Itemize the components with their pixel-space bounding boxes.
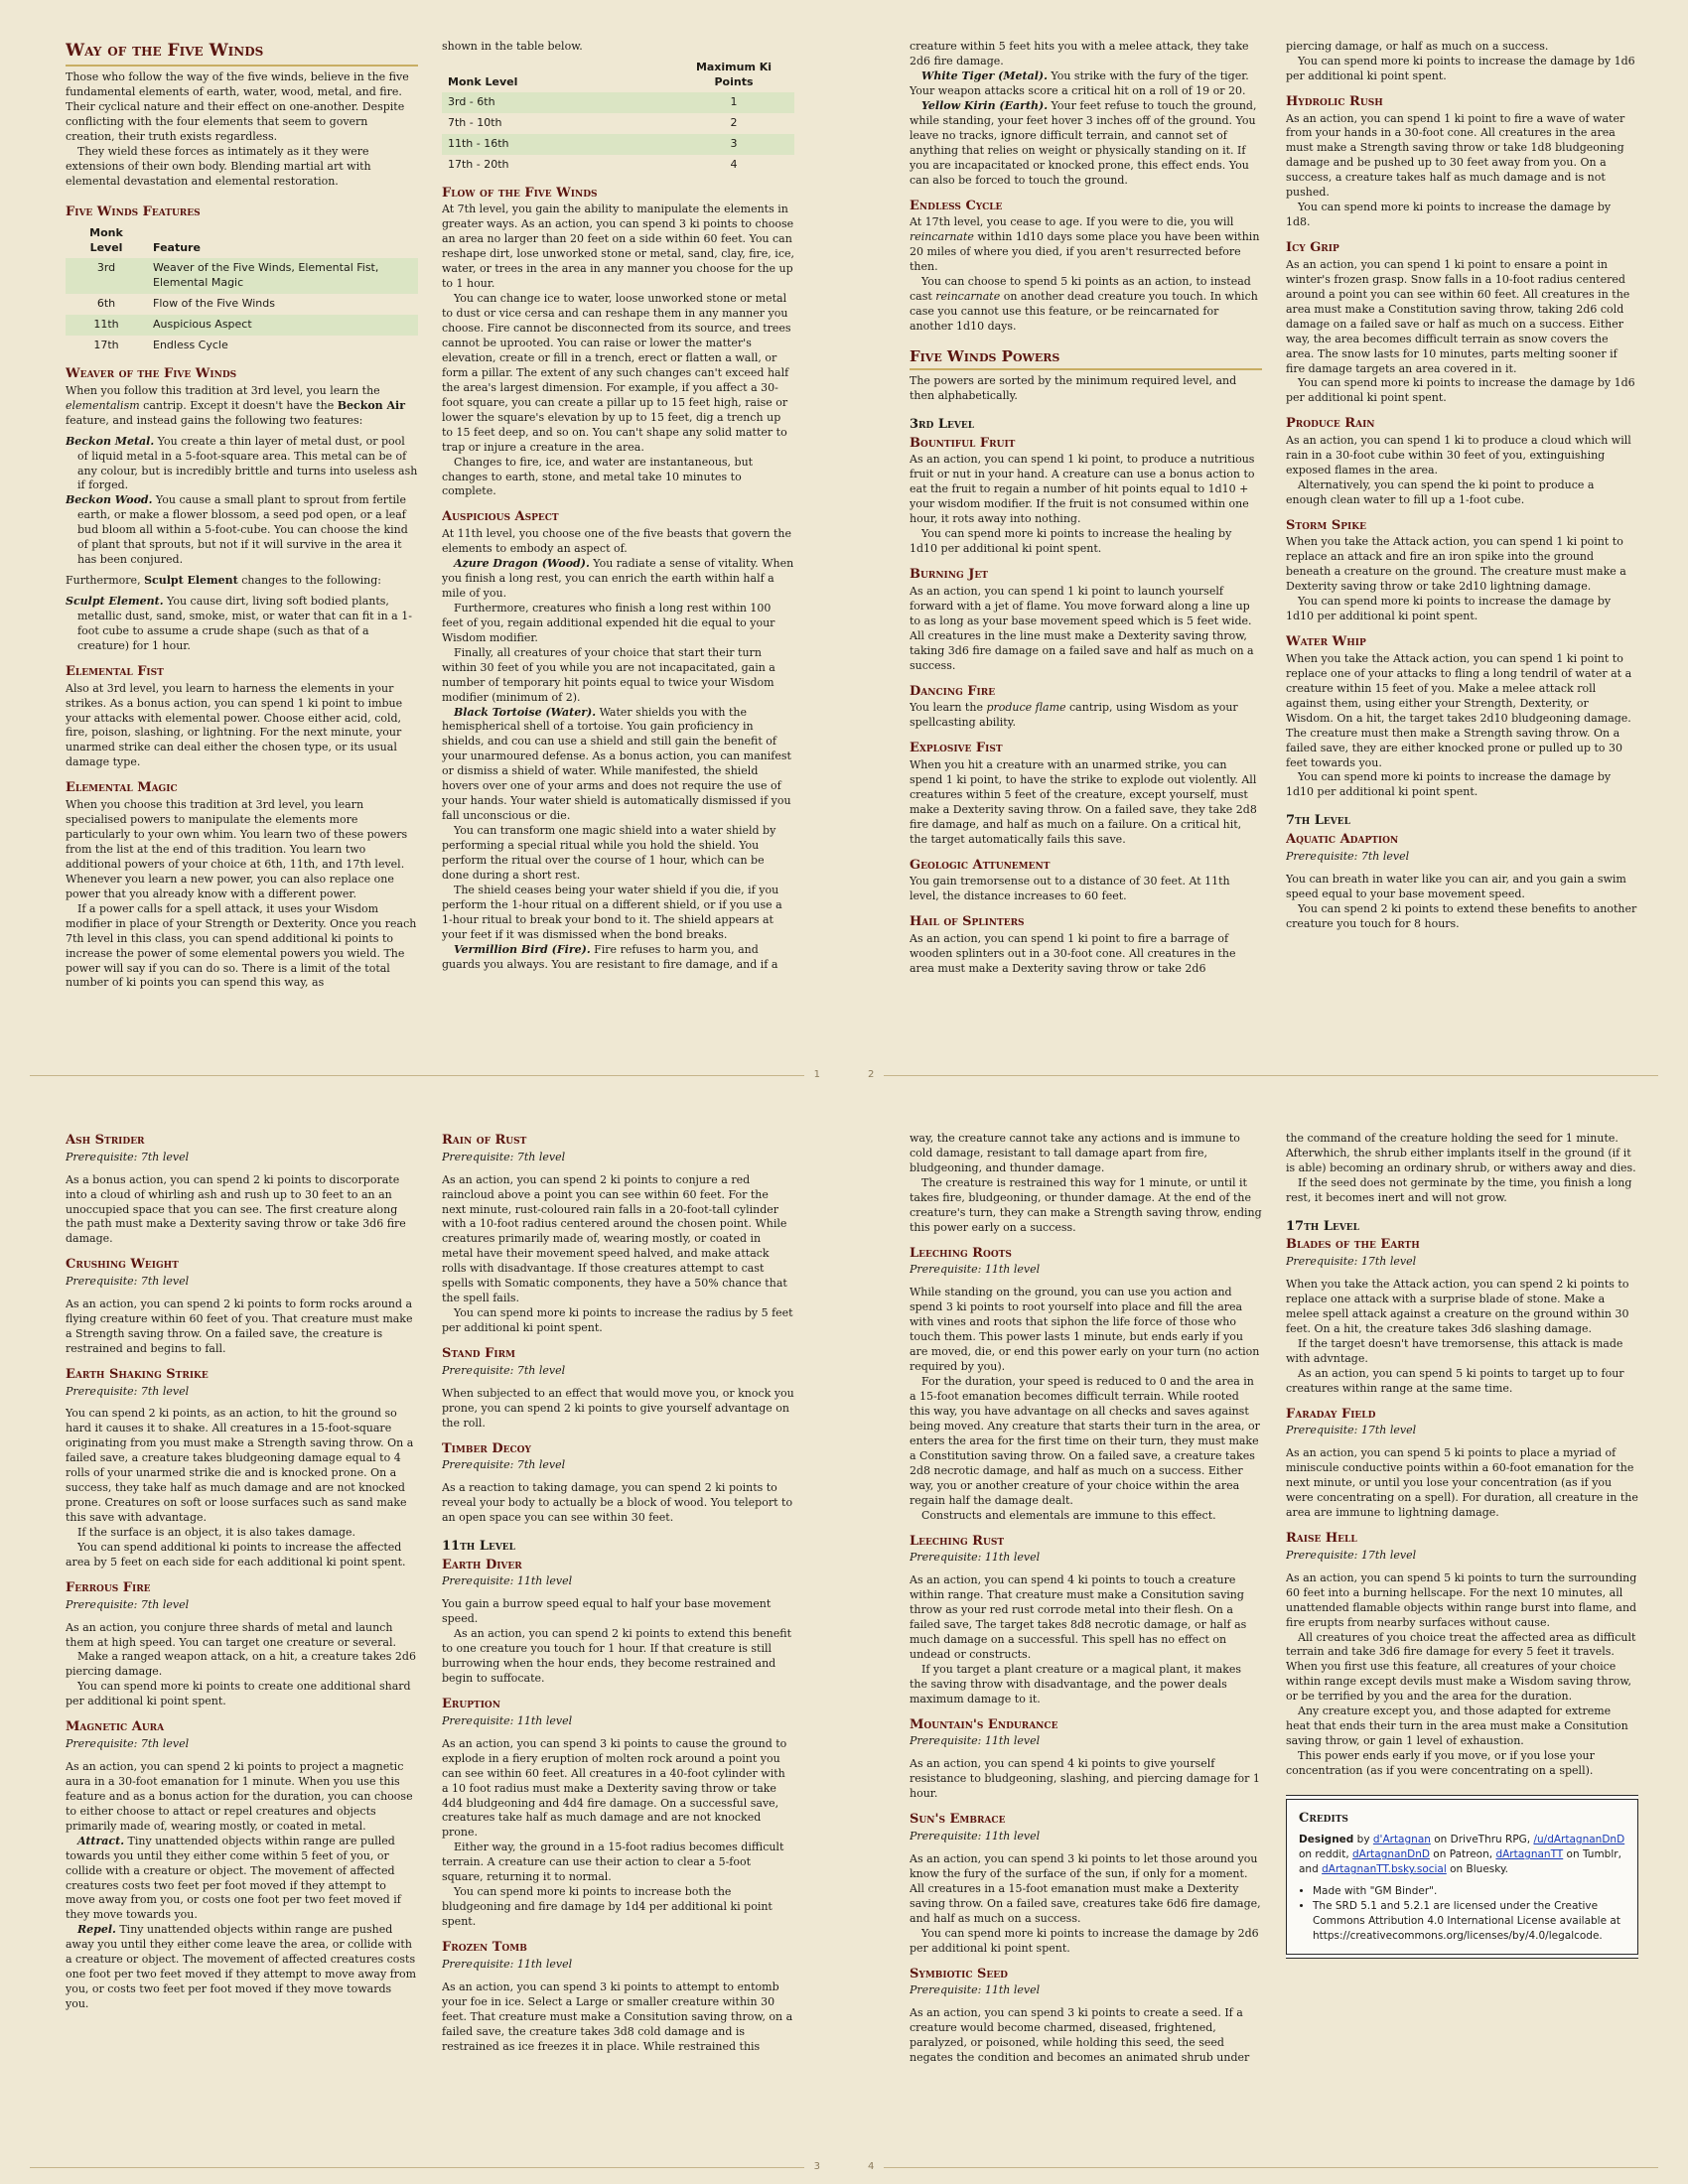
paragraph: When subjected to an effect that would move you, or knock you prone, you can spend 2 ki points to give yourself advantage on the roll. [442,1386,794,1430]
credits-box [1286,1799,1638,1955]
text: You create a thin layer of metal dust, or pool of liquid metal in a 5-foot-square area. This metal can be of any colour, but is incredibly brittle and turns into useless ash if forged. [77,434,418,492]
paragraph: As an action, you can spend 5 ki points to target up to four creatures within range at the same time. [1286,1366,1624,1395]
paragraph: You can spend additional ki points to increase the affected area by 5 feet on each side for each additional ki point spent. [66,1541,406,1569]
page-number: 1 [813,1069,820,1080]
prerequisite: Prerequisite: 11th level [442,1574,573,1588]
heading-blades-of-the-earth: Blades of the Earth [1286,1237,1420,1253]
prerequisite: Prerequisite: 11th level [910,1829,1041,1843]
label: White Tiger (Metal). [921,68,1048,82]
paragraph: You can spend more ki points to increase the healing by 1d10 per additional ki point spent. [910,527,1232,556]
yellow-kirin [910,99,1262,189]
intro-paragraph: They wield these forces as intimately as it they were extensions of their own body. Blending martial art with elemental devastation and elemental restoration. [66,144,371,188]
paragraph: The powers are sorted by the minimum required level, and then alphabetically. [910,374,1237,403]
heading-geologic-attunement: Geologic Attunement [910,857,1051,873]
paragraph: Constructs and elementals are immune to this effect. [921,1508,1216,1522]
table-cell: 3rd [66,258,147,294]
list-item: • Made with "GM Binder". [1313,1884,1625,1899]
paragraph: When you take the Attack action, you can spend 2 ki points to replace one attack with a surprise blade of stone. Make a melee spell attack against a creature on the ground within 30 feet. On a hit, the creature takes 3d6 slashing damage. [1286,1278,1629,1335]
paragraph: Furthermore, creatures who finish a long rest within 100 feet of you, regain additional expended hit die equal to your Wisdom modifier. [442,601,775,644]
paragraph: You can spend 2 ki points to extend these benefits to another creature you touch for 8 hours. [1286,901,1637,930]
paragraph: This power ends early if you move, or if you lose your concentration (as if you were concentrating on a spell). [1286,1749,1595,1778]
footer-rule [884,1075,1658,1076]
ki-header-max: Maximum Ki Points [695,60,773,88]
attract-option [66,1835,418,1924]
heading-storm-spike: Storm Spike [1286,517,1366,533]
text: on reddit, [1299,1848,1353,1861]
paragraph: As an action, you conjure three shards of metal and launch them at high speed. You can target one creature or several. [66,1620,396,1649]
heading-stand-firm: Stand Firm [442,1346,516,1362]
text: cantrip, using Wisdom as your spellcasting ability. [910,701,1238,730]
prerequisite: Prerequisite: 11th level [910,1734,1041,1748]
paragraph: You can spend more ki points to increase the damage by 1d10 per additional ki point spent. [1286,595,1612,623]
bluesky-link[interactable]: dArtagnanTT.bsky.social [1322,1863,1447,1876]
page-4-column-2 [1286,1132,1638,2124]
paragraph: Make a ranged weapon attack, on a hit, a creature takes 2d6 piercing damage. [66,1650,416,1679]
paragraph: When you choose this tradition at 3rd level, you learn specialised powers to manipulate the elements more particularly to your own whim. You learn two of these powers from the list at the end of this tradition. You learn two additional powers of your choice at 6th, 11th, and 17th level. Whenever you learn a new power, you can also replace one power that you already know with a different power. [66,798,408,900]
features-table-title: Five Winds Features [66,204,201,219]
text: When you follow this tradition at 3rd level, you learn the [66,383,380,397]
paragraph: Finally, all creatures of your choice that start their turn within 30 feet of you while you are not incapacitated, gain a number of temporary hit points equal to twice your Wisdom modifier (minimum of 2). [442,645,775,704]
heading-icy-grip: Icy Grip [1286,240,1339,256]
prerequisite: Prerequisite: 7th level [442,1363,566,1377]
label: Yellow Kirin (Earth). [921,98,1049,112]
paragraph: At 7th level, you gain the ability to manipulate the elements in greater ways. As an action, you can spend 3 ki points to choose an area no larger than 20 feet on a side within 60 feet. You can reshape dirt, lose unworked stone or metal, sand, clay, fire, ice, water, or trees in the area in any manner you choose for the up to 1 hour. [442,203,794,291]
features-table [66,224,418,356]
paragraph: As an action, you can spend 4 ki points to touch a creature within range. That creature must make a Consitution saving throw as your red rust corrode metal into their flesh. On a failed save, The target takes 8d8 necrotic damage, or half as much damage on a successful. This spell has no effect on undead or constructs. [910,1573,1247,1661]
paragraph: If a power calls for a spell attack, it uses your Wisdom modifier in place of your Strength or Dexterity. Once you reach 7th level in this class, you can spend additional ki points to increase the power of some elemental powers you wield. The power will say if you can do so. There is a limit of the total number of ki points you can spend this way, as [66,901,417,990]
text: You strike with the fury of the tiger. Your weapon attacks score a critical hit on a roll of 19 or 20. [910,68,1249,97]
page-3-column-2 [442,1132,794,2124]
paragraph: As an action, you can spend 3 ki points to cause the ground to explode in a fiery eruption of molten rock around a point you can see within 60 feet. All creatures in a 40-foot cylinder with a 10 foot radius must make a Dexterity saving throw or take 4d4 bludgeoning and 4d4 fire damage. On a successful save, creatures take half as much damage and are not knocked prone. [442,1736,787,1840]
label: Vermillion Bird (Fire). [454,942,591,956]
text: Tiny unattended objects within range are pushed away you until they either come leave the area, or collide with a creature or object. The movement of affected creatures costs one foot per two feet moved if they attempt to move away from you, or costs two feet per foot moved if they move towards you. [66,1923,417,2011]
paragraph: You can spend more ki points to increase the damage by 1d10 per additional ki point spent. [1286,770,1612,799]
text: Fire refuses to harm you, and guards you always. You are resistant to fire damage, and if a [442,942,778,971]
heading-rain-of-rust: Rain of Rust [442,1133,527,1148]
ki-header-level: Monk Level [448,74,518,88]
feature-name: Sculpt Element [144,574,238,588]
spell-name: produce flame [986,701,1066,715]
weaver-intro [66,384,418,429]
paragraph: the command of the creature holding the seed for 1 minute. Afterwhich, the shrub either implants itself in the ground (if it is able) becoming an ordinary shrub, or withers away and dies. [1286,1132,1636,1174]
beckon-metal [66,435,418,494]
paragraph: The creature is restrained this way for 1 minute, or until it takes fire, bludgeoning, or thunder damage. At the end of the creature's turn, they can make a Strength saving throw, ending this power early on a success. [910,1175,1262,1234]
table-row [442,113,794,134]
black-tortoise [442,706,794,825]
features-header-feature: Feature [153,241,201,255]
label: Attract. [77,1834,125,1847]
heading-endless-cycle: Endless Cycle [910,198,1003,213]
text: Furthermore, [66,574,145,588]
paragraph: Alternatively, you can spend the ki point to produce a enough clean water to fill up a 1-foot cube. [1286,478,1595,506]
footer-rule [30,1075,804,1076]
paragraph: As an action, you can spend 2 ki points to conjure a red raincloud above a point you can see within 60 feet. For the next minute, rust-coloured rain falls in a 20-foot-tall cylinder with a 10-foot radius centered around the chosen point. While creatures primarily made of, wearing mostly, or coated in metal have their movement speed halved, and make attack rolls with disadvantage. If those creatures attempt to cast spells with Somatic components, they have a 50% chance that the spell fails. [442,1172,787,1305]
text: You radiate a sense of vitality. When you finish a long rest, you can enrich the earth within half a mile of you. [442,556,794,600]
heading-symbiotic-seed: Symbiotic Seed [910,1966,1008,1981]
text: on DriveThru RPG, [1430,1833,1534,1845]
table-row [66,294,418,315]
footer-rule [884,2167,1658,2168]
text: You learn the [910,701,987,715]
page-1-column-1 [66,40,418,1032]
text: Water shields you with the hemispherical shell of a tortoise. You gain proficiency in shields, and cou can use a shield and still gain the benefit of your unarmoured defense. As a bonus action, you can manifest or dismiss a shield of water. While manifested, the shield hovers over one of your arms and does not require the use of your hands. Your water shield is automatically dismissed if you fall unconscious or die. [442,705,791,823]
table-row [442,92,794,113]
table-cell: 11th - 16th [442,134,673,155]
paragraph: As an action, you can spend 5 ki points to place a myriad of miniscule conductive points within a 60-foot emanation for the next minute, or until you lose your concentration (as if you were concentrating on a spell). For duration, all creature in the area are immune to lightning damage. [1286,1446,1638,1520]
paragraph: You gain a burrow speed equal to half your base movement speed. [442,1597,772,1626]
vermillion-bird [442,943,794,973]
page-3 [0,1092,844,2184]
heading-elemental-fist: Elemental Fist [66,663,164,679]
heading-ferrous-fire: Ferrous Fire [66,1579,151,1595]
paragraph: The shield ceases being your water shield if you die, if you perform the 1-hour ritual on a different shield, or if you use a 1-hour ritual to break your bond to it. The shield appears at your feet if it was dismissed when the bond breaks. [442,883,782,941]
tumblr-link[interactable]: dArtagnanTT [1495,1848,1564,1861]
heading-leeching-rust: Leeching Rust [910,1533,1005,1549]
paragraph: You can spend more ki points to increase the damage by 2d6 per additional ki point spent. [910,1926,1259,1955]
paragraph: As an action, you can spend 3 ki points to attempt to entomb your foe in ice. Select a Large or smaller creature within 30 feet. That creature must make a Consitution saving throw, on a failed save, the creature takes 3d8 cold damage and is restrained as ice freezes it in place. While restrained this [442,1979,793,2053]
repel-option [66,1923,418,2012]
table-row [66,315,418,336]
prerequisite: Prerequisite: 7th level [66,1736,190,1750]
text: on Tumblr, and [1299,1848,1621,1876]
heading-suns-embrace: Sun's Embrace [910,1812,1006,1828]
page-number: 2 [868,1069,875,1080]
table-cell: Endless Cycle [153,339,228,352]
table-cell: 6th [96,297,116,311]
text: changes to the following: [237,574,382,588]
heading-earth-shaking-strike: Earth Shaking Strike [66,1366,209,1382]
heading-mountains-endurance: Mountain's Endurance [910,1716,1058,1732]
paragraph: For the duration, your speed is reduced to 0 and the area in a 15-foot emanation becomes difficult terrain. While rooted this way, you have advantage on all checks and saves against being moved. Any creature that starts their turn in the area, or enters the area for the first time on their turn, they must make a Constitution saving throw. On a failed save, a creature takes 2d8 necrotic damage, and half as much on a success. Either way, you or another creature of your choice within the area regain half the damage dealt. [910,1375,1260,1507]
prerequisite: Prerequisite: 17th level [1286,1548,1417,1562]
paragraph: You can spend more ki points to increase the damage by 1d6 per additional ki point spent. [1286,376,1635,405]
credits-text [1299,1833,1625,1878]
text: At 17th level, you cease to age. If you were to die, you will [910,215,1234,229]
text: by [1353,1833,1373,1845]
heading-burning-jet: Burning Jet [910,567,988,583]
table-cell: 11th [66,315,147,336]
page-1 [0,0,844,1092]
paragraph [910,215,1262,275]
title-way-of-five-winds: Way of the Five Winds [66,40,418,67]
reddit-link[interactable]: /u/dArtagnanDnD [1533,1833,1625,1845]
heading-explosive-fist: Explosive Fist [910,741,1003,756]
spell-name: reincarnate [910,230,974,244]
paragraph: You can change ice to water, loose unworked stone or metal to dust or vice cersa and can reshape them in any manner you choose. Fire cannot be disconnected from its source, and trees cannot be uprooted. You can raise or lower the matter's elevation, create or fill in a trench, erect or flatten a wall, or form a pillar. The extent of any such changes can't exceed half the area's largest dimension. For example, if you affect a 30-foot square, you can create a pillar up to 15 feet high, raise or lower the square's elevation by up to 15 feet, dig a trench up to 15 feet deep, and so on. You can't shape any solid matter to trap or injure a creature in the area. [442,292,791,454]
table-cell: 3rd - 6th [442,92,673,113]
table-cell: 2 [730,115,738,129]
heading-auspicious-aspect: Auspicious Aspect [442,509,559,525]
prerequisite: Prerequisite: 11th level [910,1983,1041,1997]
paragraph: As an action, you can spend 4 ki points to give yourself resistance to bludgeoning, slashing, and piercing damage for 1 hour. [910,1757,1260,1801]
prerequisite: Prerequisite: 7th level [442,1458,566,1472]
label: Azure Dragon (Wood). [454,556,590,570]
paragraph: As a reaction to taking damage, you can spend 2 ki points to reveal your body to actually be a block of wood. You teleport to an open space you can see within 30 feet. [442,1481,793,1525]
label: Repel. [77,1923,116,1937]
table-row [442,134,794,155]
page-number: 3 [813,2161,820,2172]
paragraph: way, the creature cannot take any actions and is immune to cold damage, resistant to tall damage apart from fire, bludgeoning, and thunder damage. [910,1132,1240,1174]
paragraph: You can transform one magic shield into a water shield by performing a special ritual while you hold the shield. You perform the ritual over the course of 1 hour, which can be done during a short rest. [442,824,776,882]
text: within 1d10 days some place you have been within 20 miles of where you died, if you aren't resurrected before then. [910,230,1260,274]
text: You can choose to spend 5 ki points as an action, to instead cast [910,275,1251,303]
heading-aquatic-adaption: Aquatic Adaption [1286,832,1399,848]
text: You cause a small plant to sprout from fertile earth, or make a flower blossom, a seed pod open, or a leaf bud bloom all within a 5-foot-cube. You can choose the kind of plant that sprouts, but not if it will survive in the area it has been conjured. [77,493,408,567]
heading-eruption: Eruption [442,1697,500,1712]
heading-hydrolic-rush: Hydrolic Rush [1286,93,1383,109]
paragraph: You can spend more ki points to increase the damage by 1d6 per additional ki point spent. [1286,54,1635,82]
footer-rule [30,2167,804,2168]
paragraph: As an action, you can spend 1 ki point to ensare a point in winter's frozen grasp. Snow falls in a 10-foot radius centered around a point you can see within 60 feet. All creatures in the area must make a Constitution saving throw, taking 2d6 cold damage on a failed save or half as much on a success. Either way, the area becomes difficult terrain as snow covers the area. The snow lasts for 10 minutes, parts melting sooner if fire damage targets an area covered in it. [1286,257,1630,375]
paragraph [910,701,1262,731]
prerequisite: Prerequisite: 7th level [66,1597,190,1611]
paragraph: While standing on the ground, you can use you action and spend 3 ki points to root yourself into place and fill the area with vines and roots that siphon the life force of those who touch them. This power lasts 1 minute, but ends early if you are moved, die, or end this power early on your turn (no action required by you). [910,1286,1260,1374]
heading-magnetic-aura: Magnetic Aura [66,1719,165,1735]
prerequisite: Prerequisite: 7th level [442,1150,566,1163]
list-item: • The SRD 5.1 and 5.2.1 are licensed under the Creative Commons Attribution 4.0 International License available at https://creativecommons.org/licenses/by/4.0/legalcode. [1313,1899,1625,1945]
paragraph: As an action, you can spend 1 ki point to fire a wave of water from your hands in a 30-foot cone. All creatures in the area must make a Strength saving throw or take 1d8 bludgeoning damage and be pushed up to 30 feet away from you. On a success, a creature takes half as much damage and is not pushed. [1286,111,1625,200]
paragraph: As an action, you can spend 1 ki to produce a cloud which will rain in a 30-foot cube within 30 feet of you, extinguishing exposed flames in the area. [1286,434,1631,477]
heading-raise-hell: Raise Hell [1286,1531,1357,1547]
heading-flow: Flow of the Five Winds [442,185,598,201]
label: Sculpt Element. [66,595,164,609]
paragraph: As a bonus action, you can spend 2 ki points to discorporate into a cloud of whirling ash and rush up to 30 feet to an an unoccupied space that you can see. The first creature along the path must make a Dexterity saving throw or take 3d6 fire damage. [66,1172,406,1246]
paragraph: As an action, you can spend 1 ki point to launch yourself forward with a jet of flame. You move forward along a line up to as long as your base movement speed which is 5 feet wide. All creatures in the line must make a Dexterity saving throw, taking 3d6 fire damage on a failed save and half as much on a success. [910,584,1254,672]
heading-timber-decoy: Timber Decoy [442,1440,531,1456]
label: Beckon Wood. [66,493,153,507]
text: on another dead creature you touch. In which case you cannot use this feature, or be reincarnated for another 1d10 days. [910,289,1258,333]
heading-produce-rain: Produce Rain [1286,416,1375,432]
prerequisite: Prerequisite: 7th level [1286,849,1410,863]
credits-list [1299,1884,1625,1945]
prerequisite: Prerequisite: 7th level [66,1384,190,1398]
paragraph: You can spend more ki points to create one additional shard per additional ki point spent. [66,1680,411,1708]
heading-3rd-level: 3rd Level [910,417,975,433]
text: Designed [1299,1833,1354,1845]
paragraph: Either way, the ground in a 15-foot radius becomes difficult terrain. A creature can use their action to clear a 5-foot square, returning it to normal. [442,1841,784,1884]
paragraph: Also at 3rd level, you learn to harness the elements in your strikes. As a bonus action, you can spend 1 ki point to imbue your attacks with elemental power. Choose either acid, cold, fire, poison, slashing, or lightning. For the next minute, your unarmed strike can deal either the chosen type, or its usual damage type. [66,681,403,769]
table-cell: Auspicious Aspect [147,315,418,336]
paragraph: You gain tremorsense out to a distance of 30 feet. At 11th level, the distance increases to 60 feet. [910,875,1230,903]
paragraph: As an action, you can spend 2 ki points to project a magnetic aura in a 30-foot emanation for 1 minute. When you use this feature and as a bonus action for the duration, you can choose to either choose to attact or repel creatures and objects primarily made of, wearing mostly, or coated in metal. [66,1759,413,1833]
heading-crushing-weight: Crushing Weight [66,1257,179,1273]
heading-weaver: Weaver of the Five Winds [66,366,237,382]
paragraph: As an action, you can spend 1 ki point, to produce a nutritious fruit or nut in your hand. A creature can use a bonus action to eat the fruit to regain a number of hit points equal to 1d10 + your wisdom modifier. If the fruit is not consumed within one hour, it rots away into nothing. [910,453,1255,526]
text: on Patreon, [1429,1848,1496,1861]
prerequisite: Prerequisite: 11th level [910,1551,1041,1565]
text: feature, and instead gains the following two features: [66,413,363,427]
paragraph: As an action, you can spend 5 ki points to turn the surrounding 60 feet into a burning hellscape. For the next 10 minutes, all unattended flamable objects within range burst into flame, and fire erupts from nearby surfaces without cause. [1286,1570,1637,1629]
heading-earth-diver: Earth Diver [442,1557,522,1572]
prerequisite: Prerequisite: 7th level [66,1275,190,1289]
beckon-wood [66,493,418,568]
table-row [66,258,418,294]
table-cell: 17th [93,339,119,352]
credits-title: Credits [1299,1811,1348,1827]
page-2-column-2 [1286,40,1638,1032]
spell-name: reincarnate [935,289,1001,303]
text: You cause dirt, living soft bodied plants, metallic dust, sand, smoke, mist, or water that can fit in a 1-foot cube to assume a crude shape (such as that of a creature) for 1 hour. [77,595,412,652]
paragraph: When you hit a creature with an unarmed strike, you can spend 1 ki point, to have the strike to explode out violently. All creatures within 5 feet of the creature, except yourself, must make a Dexterity saving throw. On a failed save, they take 2d8 fire damage, and half as much on a failure. On a critical hit, the target automatically fails this save. [910,757,1257,846]
page-2 [844,0,1688,1092]
sculpt-element [66,595,418,654]
author-link[interactable]: d'Artagnan [1372,1833,1431,1845]
table-row [442,155,794,176]
white-tiger [910,69,1262,99]
heading-frozen-tomb: Frozen Tomb [442,1940,527,1956]
paragraph: creature within 5 feet hits you with a melee attack, they take 2d6 fire damage. [910,40,1249,68]
page-4-column-1 [910,1132,1262,2124]
page-2-column-1 [910,40,1262,1032]
heading-dancing-fire: Dancing Fire [910,683,996,699]
page-number: 4 [868,2161,875,2172]
page-3-column-1 [66,1132,418,2124]
table-cell: 17th - 20th [448,157,509,171]
paragraph: As an action, you can spend 2 ki points to extend this benefit to one creature you touch for 1 hour. If that creature is still burrowing when the hour ends, they become restrained and begin to suffocate. [442,1627,791,1686]
patreon-link[interactable]: dArtagnanDnD [1352,1848,1430,1861]
heading-7th-level: 7th Level [1286,813,1350,829]
paragraph: When you take the Attack action, you can spend 1 ki point to replace one of your attacks to fling a long tendril of water at a creature within 15 feet of you. Make a melee attack roll against them, using either your Strength, Dexterity, or Wisdom. On a hit, the target takes 2d10 bludgeoning damage. The creature must then make a Strength saving throw. On a failed save, they are either knocked prone or pulled up to 30 feet towards you. [1286,651,1632,769]
paragraph: You can spend more ki points to increase the radius by 5 feet per additional ki point spent. [442,1306,793,1335]
text: Tiny unattended objects within range are pulled towards you until they either come within 5 feet of you, or collide with a creature or object. The movement of affected creatures costs two feet per foot moved if they attempt to move away from you, or costs one foot per two feet moved if they move towards you. [66,1834,401,1922]
heading-11th-level: 11th Level [442,1539,515,1555]
table-row [66,336,418,356]
paragraph: As an action, you can spend 2 ki points to form rocks around a flying creature within 60 feet of you. That creature must make a Strength saving throw. On a failed save, the creature is restrained and begins to fall. [66,1297,413,1355]
paragraph: You can spend more ki points to increase the damage by 1d8. [1286,201,1612,229]
paragraph: shown in the table below. [442,40,583,53]
paragraph: As an action, you can spend 3 ki points to create a seed. If a creature would become charmed, diseased, frightened, paralyzed, or poisoned, while holding this seed, the seed negates the condition and becomes an animated shrub under [910,2006,1250,2065]
paragraph: You can breath in water like you can air, and you gain a swim speed equal to your base movement speed. [1286,872,1626,900]
spell-name: elementalism [66,398,140,412]
heading-hail-of-splinters: Hail of Splinters [910,914,1025,930]
text: on Bluesky. [1446,1863,1509,1876]
table-cell: 7th - 10th [448,115,502,129]
paragraph: If you target a plant creature or a magical plant, it makes the saving throw with disadvantage, and the power deals maximum damage to it. [910,1662,1242,1706]
paragraph [910,275,1262,335]
prerequisite: Prerequisite: 17th level [1286,1255,1417,1269]
paragraph: As an action, you can spend 3 ki points to let those around you know the fury of the surface of the sun, if only for a moment. All creatures in a 15-foot emanation must make a Dexterity saving throw. On a failed save, creatures take 6d6 fire damage, and half as much on a success. [910,1851,1261,1925]
paragraph: Any creature except you, and those adapted for extreme heat that ends their turn in the area must make a Consitution saving throw, or gain 1 level of exhaustion. [1286,1705,1628,1748]
ki-points-table [442,59,794,176]
furthermore [66,574,418,589]
table-cell: Flow of the Five Winds [153,297,275,311]
prerequisite: Prerequisite: 7th level [66,1150,190,1163]
prerequisite: Prerequisite: 11th level [910,1263,1041,1277]
paragraph: Changes to fire, ice, and water are instantaneous, but changes to earth, stone, and metal take 10 minutes to complete. [442,455,754,498]
label: Black Tortoise (Water). [454,705,597,719]
paragraph: As an action, you can spend 1 ki point to fire a barrage of wooden splinters out in a 30-foot cone. All creatures in the area must make a Dexterity saving throw or take 2d6 [910,931,1236,975]
features-header-level: Monk Level [89,226,123,255]
heading-elemental-magic: Elemental Magic [66,780,178,796]
azure-dragon [442,557,794,602]
text: Your feet refuse to touch the ground, while standing, your feet hover 3 inches off of the ground. You leave no tracks, ignore difficult terrain, and cannot set of anything that relies on weight or physically standing on it. If you are incapacitated or knocked prone, this effect ends. You can also be forced to touch the ground. [910,98,1257,187]
page-1-column-2 [442,40,794,1032]
prerequisite: Prerequisite: 17th level [1286,1424,1417,1437]
heading-five-winds-powers: Five Winds Powers [910,346,1262,370]
paragraph: If the surface is an object, it is also takes damage. [77,1526,356,1540]
table-cell: 3 [673,134,794,155]
label: Beckon Metal. [66,434,155,448]
heading-faraday-field: Faraday Field [1286,1406,1376,1422]
paragraph: When you take the Attack action, you can spend 1 ki point to replace an attack and fire an iron spike into the ground beneath a creature on the ground. The creature must make a Dexterity saving throw or take 2d10 lightning damage. [1286,535,1626,594]
prerequisite: Prerequisite: 11th level [442,1957,573,1971]
heading-leeching-roots: Leeching Roots [910,1245,1012,1261]
table-cell: 1 [673,92,794,113]
paragraph: If the target doesn't have tremorsense, this attack is made with advntage. [1286,1336,1623,1365]
page-4 [844,1092,1688,2184]
paragraph: You can spend more ki points to increase both the bludgeoning and fire damage by 1d4 per additional ki point spent. [442,1885,773,1929]
table-cell: 4 [730,157,738,171]
heading-ash-strider: Ash Strider [66,1133,145,1148]
heading-bountiful-fruit: Bountiful Fruit [910,435,1016,451]
paragraph: You can spend 2 ki points, as an action, to hit the ground so hard it causes it to shake. All creatures in a 15-foot-square originating from you must make a Strength saving throw. On a failed save, a creature takes bludgeoning damage equal to 4 rolls of your unarmed strike die and is knocked prone. On a success, they take half as much damage and are not knocked prone. Creatures on soft or loose surfaces such as sand make this save with advantage. [66,1407,414,1525]
paragraph: piercing damage, or half as much on a success. [1286,40,1549,53]
intro-paragraph: Those who follow the way of the five winds, believe in the five fundamental elements of earth, water, wood, metal, and fire. Their cyclical nature and their effect on one-another. Despite conflicting with the four elements that seem to govern creation, their truth exists regardless. [66,70,409,143]
paragraph: At 11th level, you choose one of the five beasts that govern the elements to embody an aspect of. [442,527,791,556]
table-cell: Weaver of the Five Winds, Elemental Fist, Elemental Magic [147,258,418,294]
heading-17th-level: 17th Level [1286,1218,1359,1234]
heading-water-whip: Water Whip [1286,634,1366,650]
paragraph: If the seed does not germinate by the time, you finish a long rest, it becomes inert and will not grow. [1286,1175,1632,1204]
paragraph: All creatures of you choice treat the affected area as difficult terrain and take 3d6 fire damage for every 5 feet it travels. When you first use this feature, all creatures of your choice within range except devils must make a Wisdom saving throw, or be terrified by you and the area for the duration. [1286,1630,1636,1704]
prerequisite: Prerequisite: 11th level [442,1713,573,1727]
feature-name: Beckon Air [337,398,406,412]
text: cantrip. Except it doesn't have the [139,398,338,412]
